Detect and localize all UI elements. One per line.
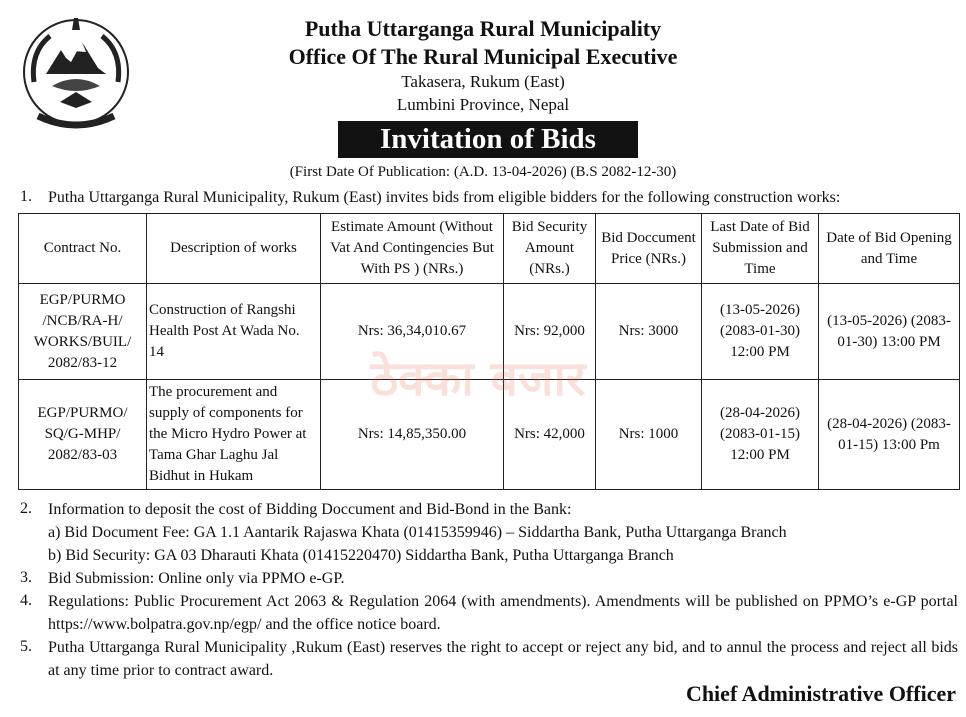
watermark-text: ठेक्का बजार bbox=[370, 351, 586, 407]
office-name: Office Of The Rural Municipal Executive bbox=[288, 44, 678, 69]
col-header-security: Bid Security Amount (NRs.) bbox=[504, 214, 596, 284]
contract-cell: EGP/PURMO/ SQ/G-MHP/ 2082/83-03 bbox=[19, 380, 147, 490]
description-cell: The procurement and supply of components for the Micro Hydro Power at Tama Ghar Laghu Jal Bidhut in Hukam bbox=[147, 380, 321, 490]
security-cell: Nrs: 92,000 bbox=[504, 284, 596, 380]
estimate-cell: Nrs: 14,85,350.00 bbox=[321, 380, 504, 490]
item-2-text: Information to deposit the cost of Bidding Doccument and Bid-Bond in the Bank: bbox=[48, 501, 572, 518]
item-2b-text: b) Bid Security: GA 03 Dharauti Khata (01415220470) Siddartha Bank, Putha Uttarganga Branch bbox=[48, 547, 674, 564]
address-line: Takasera, Rukum (East) bbox=[401, 72, 565, 91]
item-5-text: Putha Uttarganga Rural Municipality ,Rukum (East) reserves the right to accept or reject any bid, and to annul the process and reject all bids at any time prior to contract award. bbox=[48, 639, 958, 679]
table-header-row bbox=[19, 214, 960, 284]
item-2-number: 2. bbox=[20, 500, 32, 517]
security-cell: Nrs: 42,000 bbox=[504, 380, 596, 490]
col-header-price: Bid Doccument Price (NRs.) bbox=[596, 214, 702, 284]
col-header-opening: Date of Bid Opening and Time bbox=[819, 214, 960, 284]
estimate-cell: Nrs: 36,34,010.67 bbox=[321, 284, 504, 380]
submission-cell: (13-05-2026) (2083-01-30) 12:00 PM bbox=[702, 284, 819, 380]
opening-cell: (13-05-2026) (2083-01-30) 13:00 PM bbox=[819, 284, 960, 380]
signature-title: Chief Administrative Officer bbox=[685, 681, 956, 706]
item-4-text: Regulations: Public Procurement Act 2063 & Regulation 2064 (with amendments). Amendments will be published on PPMO’s e-GP portal https://www.bolpatra.gov.np/egp/ and the office notice board. bbox=[48, 593, 958, 633]
item-3-number: 3. bbox=[20, 569, 32, 586]
col-header-description: Description of works bbox=[147, 214, 321, 284]
publication-date: (First Date Of Publication: (A.D. 13-04-2026) (B.S 2082-12-30) bbox=[289, 164, 677, 180]
page-title: Invitation of Bids bbox=[338, 121, 638, 158]
opening-cell: (28-04-2026) (2083-01-15) 13:00 Pm bbox=[819, 380, 960, 490]
item-5-number: 5. bbox=[20, 638, 32, 655]
watermark-logo bbox=[298, 344, 658, 414]
col-header-estimate: Estimate Amount (Without Vat And Contingencies But With PS ) (NRs.) bbox=[321, 214, 504, 284]
province-line: Lumbini Province, Nepal bbox=[396, 95, 570, 114]
item-3-text: Bid Submission: Online only via PPMO e-GP. bbox=[48, 570, 345, 587]
price-cell: Nrs: 3000 bbox=[596, 284, 702, 380]
description-cell: Construction of Rangshi Health Post At Wada No. 14 bbox=[147, 284, 321, 380]
col-header-contract: Contract No. bbox=[19, 214, 147, 284]
price-cell: Nrs: 1000 bbox=[596, 380, 702, 490]
col-header-submission: Last Date of Bid Submission and Time bbox=[702, 214, 819, 284]
contract-cell: EGP/PURMO /NCB/RA-H/ WORKS/BUIL/ 2082/83-12 bbox=[19, 284, 147, 380]
item-1-text: Putha Uttarganga Rural Municipality, Rukum (East) invites bids from eligible bidders for the following construction works: bbox=[48, 189, 841, 206]
submission-cell: (28-04-2026) (2083-01-15) 12:00 PM bbox=[702, 380, 819, 490]
municipality-name: Putha Uttarganga Rural Municipality bbox=[304, 16, 662, 41]
item-1-number: 1. bbox=[20, 188, 32, 205]
item-2a-text: a) Bid Document Fee: GA 1.1 Aantarik Rajaswa Khata (01415359946) – Siddartha Bank, Putha Uttarganga Branch bbox=[48, 524, 787, 541]
item-4-number: 4. bbox=[20, 592, 32, 609]
